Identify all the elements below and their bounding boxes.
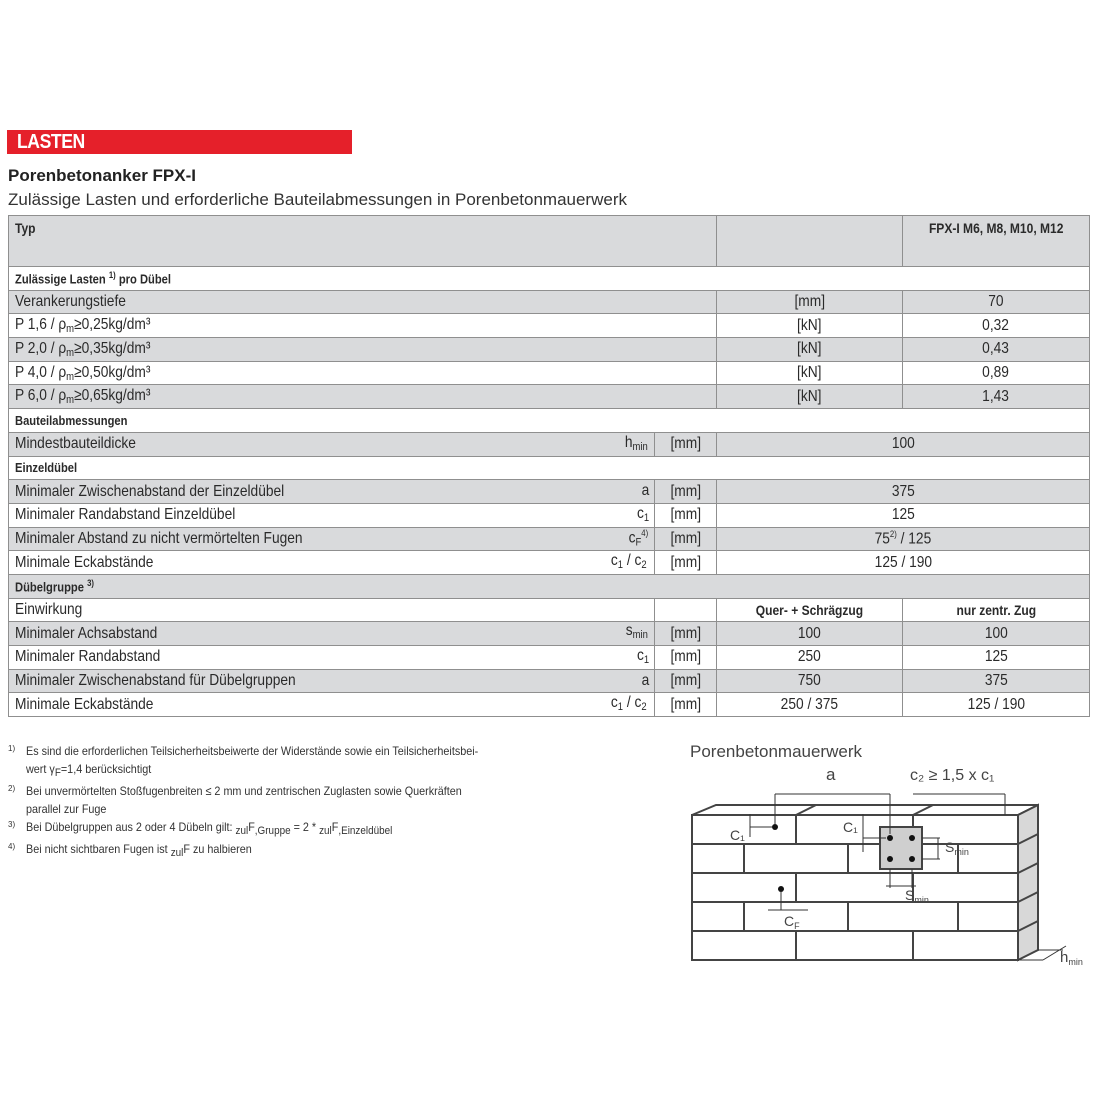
header-typ: Typ bbox=[9, 216, 717, 267]
table-row: Minimale Eckabstände $c_1 / c_2$ [mm] 250 / 375 125 / 190 bbox=[9, 693, 1090, 717]
footnotes bbox=[8, 742, 538, 862]
svg-text:Smin: $S_{min}$ bbox=[945, 839, 969, 857]
table-row: Minimaler Zwischenabstand für Dübelgruppen a [mm] 750 375 bbox=[9, 669, 1090, 693]
table-row: Minimale Eckabstände $c_1 / c_2$ [mm] 125 / 190 bbox=[9, 551, 1090, 575]
section-group: Dübelgruppe $^{3)}$ bbox=[9, 574, 1090, 598]
table-row: P $4,0 / \rho_m\ge 0,50kg$/dm³ [kN] 0,89 bbox=[9, 361, 1090, 385]
svg-text:c₂ ≥ 1,5 x c₁: c₂ ≥ 1,5 x c₁ bbox=[910, 767, 995, 784]
footnote-1: 1) Es sind die erforderlichen Teilsicherheitsbeiwerte der Widerstände sowie ein Teilsicherheitsbei- wert $\gamma_F=1,4$ berücksichtigt bbox=[8, 744, 479, 779]
table-row: P $6,0 / \rho_m\ge 0,65kg$/dm³ [kN] 1,43 bbox=[9, 385, 1090, 409]
footnote-4: 4) Bei nicht sichtbaren Fugen ist $_{zul}$F zu halbieren bbox=[8, 842, 252, 859]
svg-text:a: a bbox=[826, 765, 836, 784]
table-row: Minimaler Abstand zu nicht vermörtelten Fugen $c_F^{4)}$ [mm] 75$^{2)}$ / 125 bbox=[9, 527, 1090, 551]
svg-text:C₁: C₁ bbox=[843, 819, 858, 835]
page-title: Porenbetonanker FPX-I bbox=[8, 166, 196, 185]
section-dimensions: Bauteilabmessungen bbox=[9, 409, 1090, 433]
footnote-3: 3) Bei Dübelgruppen aus 2 oder 4 Dübeln gilt: $_{zul}F_{,Gruppe} = 2 * _{zul}F_{,Einzeldübel}$ bbox=[8, 820, 393, 837]
header-product: FPX-I M6, M8, M10, M12 bbox=[903, 216, 1090, 267]
table-row: Mindestbauteildicke $h_{min}$ [mm] 100 bbox=[9, 432, 1090, 456]
page-subtitle: Zulässige Lasten und erforderliche Bauteilabmessungen in Porenbetonmauerwerk bbox=[8, 190, 627, 209]
footnote-2: 2) Bei unvermörtelten Stoßfugenbreiten ≤ 2 mm und zentrischen Zuglasten sowie Querkräften parallel zur Fuge bbox=[8, 784, 462, 816]
header-unit bbox=[717, 216, 903, 267]
table-header-row bbox=[9, 216, 1090, 267]
table-row: Minimaler Randabstand $c_1$ [mm] 250 125 bbox=[9, 646, 1090, 670]
svg-text:Smin: $S_{min}$ bbox=[905, 887, 929, 905]
table-row: Minimaler Achsabstand $s_{min}$ [mm] 100 100 bbox=[9, 622, 1090, 646]
section-banner bbox=[7, 130, 352, 154]
table-row: P $2,0 / \rho_m\ge 0,35kg$/dm³ [kN] 0,43 bbox=[9, 338, 1090, 362]
masonry-diagram bbox=[688, 742, 1100, 974]
svg-text:hmin: $h_{min}$ bbox=[1060, 949, 1083, 967]
masonry-wall-illustration bbox=[688, 742, 1100, 974]
specs-table bbox=[8, 215, 1090, 717]
table-row: P $1,6 / \rho_m\ge 0,25kg$/dm³ [kN] 0,32 bbox=[9, 314, 1090, 338]
section-loads: Zulässige Lasten $^{1)}$ pro Dübel bbox=[9, 267, 1090, 291]
banner-label: LASTEN bbox=[17, 131, 85, 153]
svg-text:CF: $C_F$ bbox=[784, 913, 800, 931]
table-row: Minimaler Randabstand Einzeldübel $c_1$ [mm] 125 bbox=[9, 503, 1090, 527]
table-row: Minimaler Zwischenabstand der Einzeldübel a [mm] 375 bbox=[9, 480, 1090, 504]
section-single: Einzeldübel bbox=[9, 456, 1090, 480]
table-row: Verankerungstiefe [mm] 70 bbox=[9, 290, 1090, 314]
svg-text:C₁: C₁ bbox=[730, 827, 745, 843]
group-header-row: Einwirkung Quer- + Schrägzug nur zentr. Zug bbox=[9, 598, 1090, 622]
diagram-title: Porenbetonmauerwerk bbox=[690, 742, 862, 761]
